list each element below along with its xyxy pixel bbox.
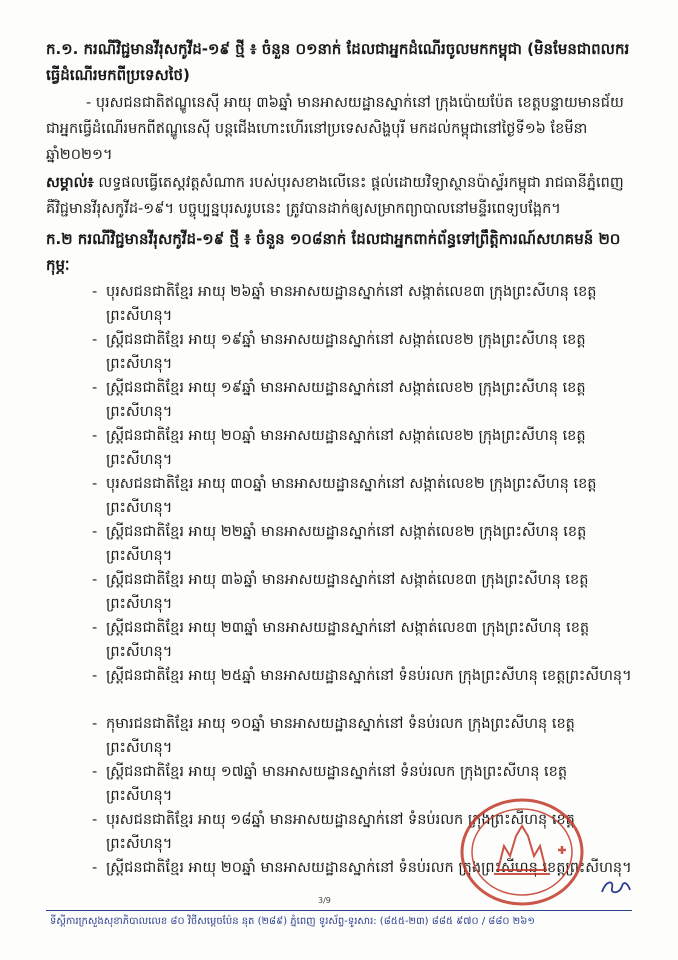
list-dash: - (92, 764, 98, 780)
list-item-text: ស្ត្រីជនជាតិខ្មែរ អាយុ ២៥ឆ្នាំ មានអាសយដ្ឋានស្នាក់នៅ ទំនប់រលក ក្រុងព្រះសីហនុ ខេត្តព្រះសីហនុ។ (106, 668, 632, 684)
list-item-text: ស្ត្រីជនជាតិខ្មែរ អាយុ ២២ឆ្នាំ មានអាសយដ្ឋានស្នាក់នៅ សង្កាត់លេខ២ ក្រុងព្រះសីហនុ ខេត្តព្រះសីហនុ។ (106, 524, 587, 564)
section1-note (46, 170, 636, 222)
list-item (92, 616, 632, 664)
list-item-text: ស្ត្រីជនជាតិខ្មែរ អាយុ ១៧ឆ្នាំ មានអាសយដ្ឋានស្នាក់នៅ ទំនប់រលក ក្រុងព្រះសីហនុ ខេត្តព្រះសីហនុ។ (106, 764, 568, 804)
list-item (92, 520, 632, 568)
list-dash: - (92, 620, 98, 636)
note-text: លទ្ធផលធ្វើតេស្តវត្តសំណាក របស់បុរសខាងលើនេះ ផ្តល់ដោយវិទ្យាស្ថានប៉ាស្ទ័រកម្ពុជា រាជធានីភ្នំពេញ គឺវិជ្ជមានវីរុសកូវីដ-១៩។ បច្ចុប្បន្នបុរសរូបនេះ ត្រូវបានដាក់ឲ្យសម្រាកព្យាបាលនៅមន្ទីរពេទ្យបង្អែក។ (46, 175, 624, 217)
list-dash: - (92, 812, 98, 828)
list-item-text: ស្ត្រីជនជាតិខ្មែរ អាយុ ១៩ឆ្នាំ មានអាសយដ្ឋានស្នាក់នៅ សង្កាត់លេខ២ ក្រុងព្រះសីហនុ ខេត្តព្រះសីហនុ។ (106, 380, 586, 420)
list-item-text: ស្ត្រីជនជាតិខ្មែរ អាយុ ២៣ឆ្នាំ មានអាសយដ្ឋានស្នាក់នៅ សង្កាត់លេខ៣ ក្រុងព្រះសីហនុ ខេត្តព្រះសីហនុ។ (106, 620, 590, 660)
official-seal-stamp (458, 796, 586, 908)
list-dash: - (92, 380, 98, 396)
list-item (92, 664, 632, 712)
list-item (92, 472, 632, 520)
footer-divider (46, 910, 632, 911)
section2-title: ក.២ ករណីវិជ្ជមានវីរុសកូវីដ-១៩ ថ្មី ៖ ចំនួន ១០៨នាក់ ដែលជាអ្នកពាក់ព័ន្ធទៅព្រឹត្តិការណ៍សហគមន៍ ២០ កុម្ភៈ (46, 230, 621, 274)
list-item (92, 280, 632, 328)
list-item (92, 424, 632, 472)
list-dash: - (92, 284, 98, 300)
note-label: សម្គាល់៖ (46, 175, 94, 191)
list-item (92, 328, 632, 376)
list-dash: - (92, 428, 98, 444)
list-item-text: កុមារជនជាតិខ្មែរ អាយុ ១០ឆ្នាំ មានអាសយដ្ឋានស្នាក់នៅ ទំនប់រលក ក្រុងព្រះសីហនុ ខេត្តព្រះសីហនុ។ (106, 716, 575, 756)
footer-address: ទីស្តីការក្រសួងសុខាភិបាលលេខ ៨០ វិថីសម្តេចប៉ែន នុត (២៨៩) ភ្នំពេញ ទូរស័ព្ទ-ទូរសារ: (៨៥៥-២៣) ៨៨៥ ៩៧០ / ៨៨០ ២៦១ (50, 916, 535, 927)
list-item-text: បុរសជនជាតិខ្មែរ អាយុ ១៨ឆ្នាំ មានអាសយដ្ឋានស្នាក់នៅ ទំនប់រលក ក្រុងព្រះសីហនុ ខេត្តព្រះសីហនុ។ (106, 812, 575, 852)
list-item-text: បុរសជនជាតិខ្មែរ អាយុ ២៦ឆ្នាំ មានអាសយដ្ឋានស្នាក់នៅ សង្កាត់លេខ៣ ក្រុងព្រះសីហនុ ខេត្តព្រះសីហនុ។ (106, 284, 597, 324)
list-dash: - (92, 716, 98, 732)
page-number: 3/9 (318, 896, 331, 905)
list-item-text: ស្ត្រីជនជាតិខ្មែរ អាយុ ២០ឆ្នាំ មានអាសយដ្ឋានស្នាក់នៅ ទំនប់រលក ក្រុងព្រះសីហនុ ខេត្តព្រះសីហនុ។ (106, 860, 632, 876)
signature (598, 876, 634, 898)
list-item-text: ស្ត្រីជនជាតិខ្មែរ អាយុ ១៩ឆ្នាំ មានអាសយដ្ឋានស្នាក់នៅ សង្កាត់លេខ២ ក្រុងព្រះសីហនុ ខេត្តព្រះសីហនុ។ (106, 332, 586, 372)
list-item-text: បុរសជនជាតិខ្មែរ អាយុ ៣០ឆ្នាំ មានអាសយដ្ឋានស្នាក់នៅ សង្កាត់លេខ២ ក្រុងព្រះសីហនុ ខេត្តព្រះសីហនុ។ (106, 476, 597, 516)
list-dash: - (92, 860, 98, 876)
list-dash: - (92, 572, 98, 588)
list-dash: - (92, 332, 98, 348)
section1-case: - បុរសជនជាតិឥណ្ឌូនេស៊ី អាយុ ៣៦ឆ្នាំ មានអាសយដ្ឋានស្នាក់នៅ ក្រុងប៉ោយប៉ែត ខេត្តបន្ទាយមានជ័យ ជាអ្នកធ្វើដំណើរមកពីឥណ្ឌូនេស៊ី បន្តជើងហោះហើរនៅប្រទេសសិង្ហបុរី មកដល់កម្ពុជានៅថ្ងៃទី១៦ ខែមីនា ឆ្នាំ២០២១។ (46, 95, 624, 163)
list-item (92, 712, 632, 760)
list-item-text: ស្ត្រីជនជាតិខ្មែរ អាយុ ៣៦ឆ្នាំ មានអាសយដ្ឋានស្នាក់នៅ សង្កាត់លេខ៣ ក្រុងព្រះសីហនុ ខេត្តព្រះសីហនុ។ (106, 572, 589, 612)
section1-title: ក.១. ករណីវិជ្ជមានវីរុសកូវីដ-១៩ ថ្មី ៖ ចំនួន ០១នាក់ ដែលជាអ្នកដំណើរចូលមកកម្ពុជា (មិនមែនជាពលករធ្វើដំណើរមកពីប្រទេសថៃ) (46, 40, 630, 84)
list-dash: - (92, 668, 98, 684)
list-dash: - (92, 524, 98, 540)
list-dash: - (92, 476, 98, 492)
list-item (92, 568, 632, 616)
list-item (92, 376, 632, 424)
list-item-text: ស្ត្រីជនជាតិខ្មែរ អាយុ ២០ឆ្នាំ មានអាសយដ្ឋានស្នាក់នៅ សង្កាត់លេខ២ ក្រុងព្រះសីហនុ ខេត្តព្រះសីហនុ។ (106, 428, 586, 468)
